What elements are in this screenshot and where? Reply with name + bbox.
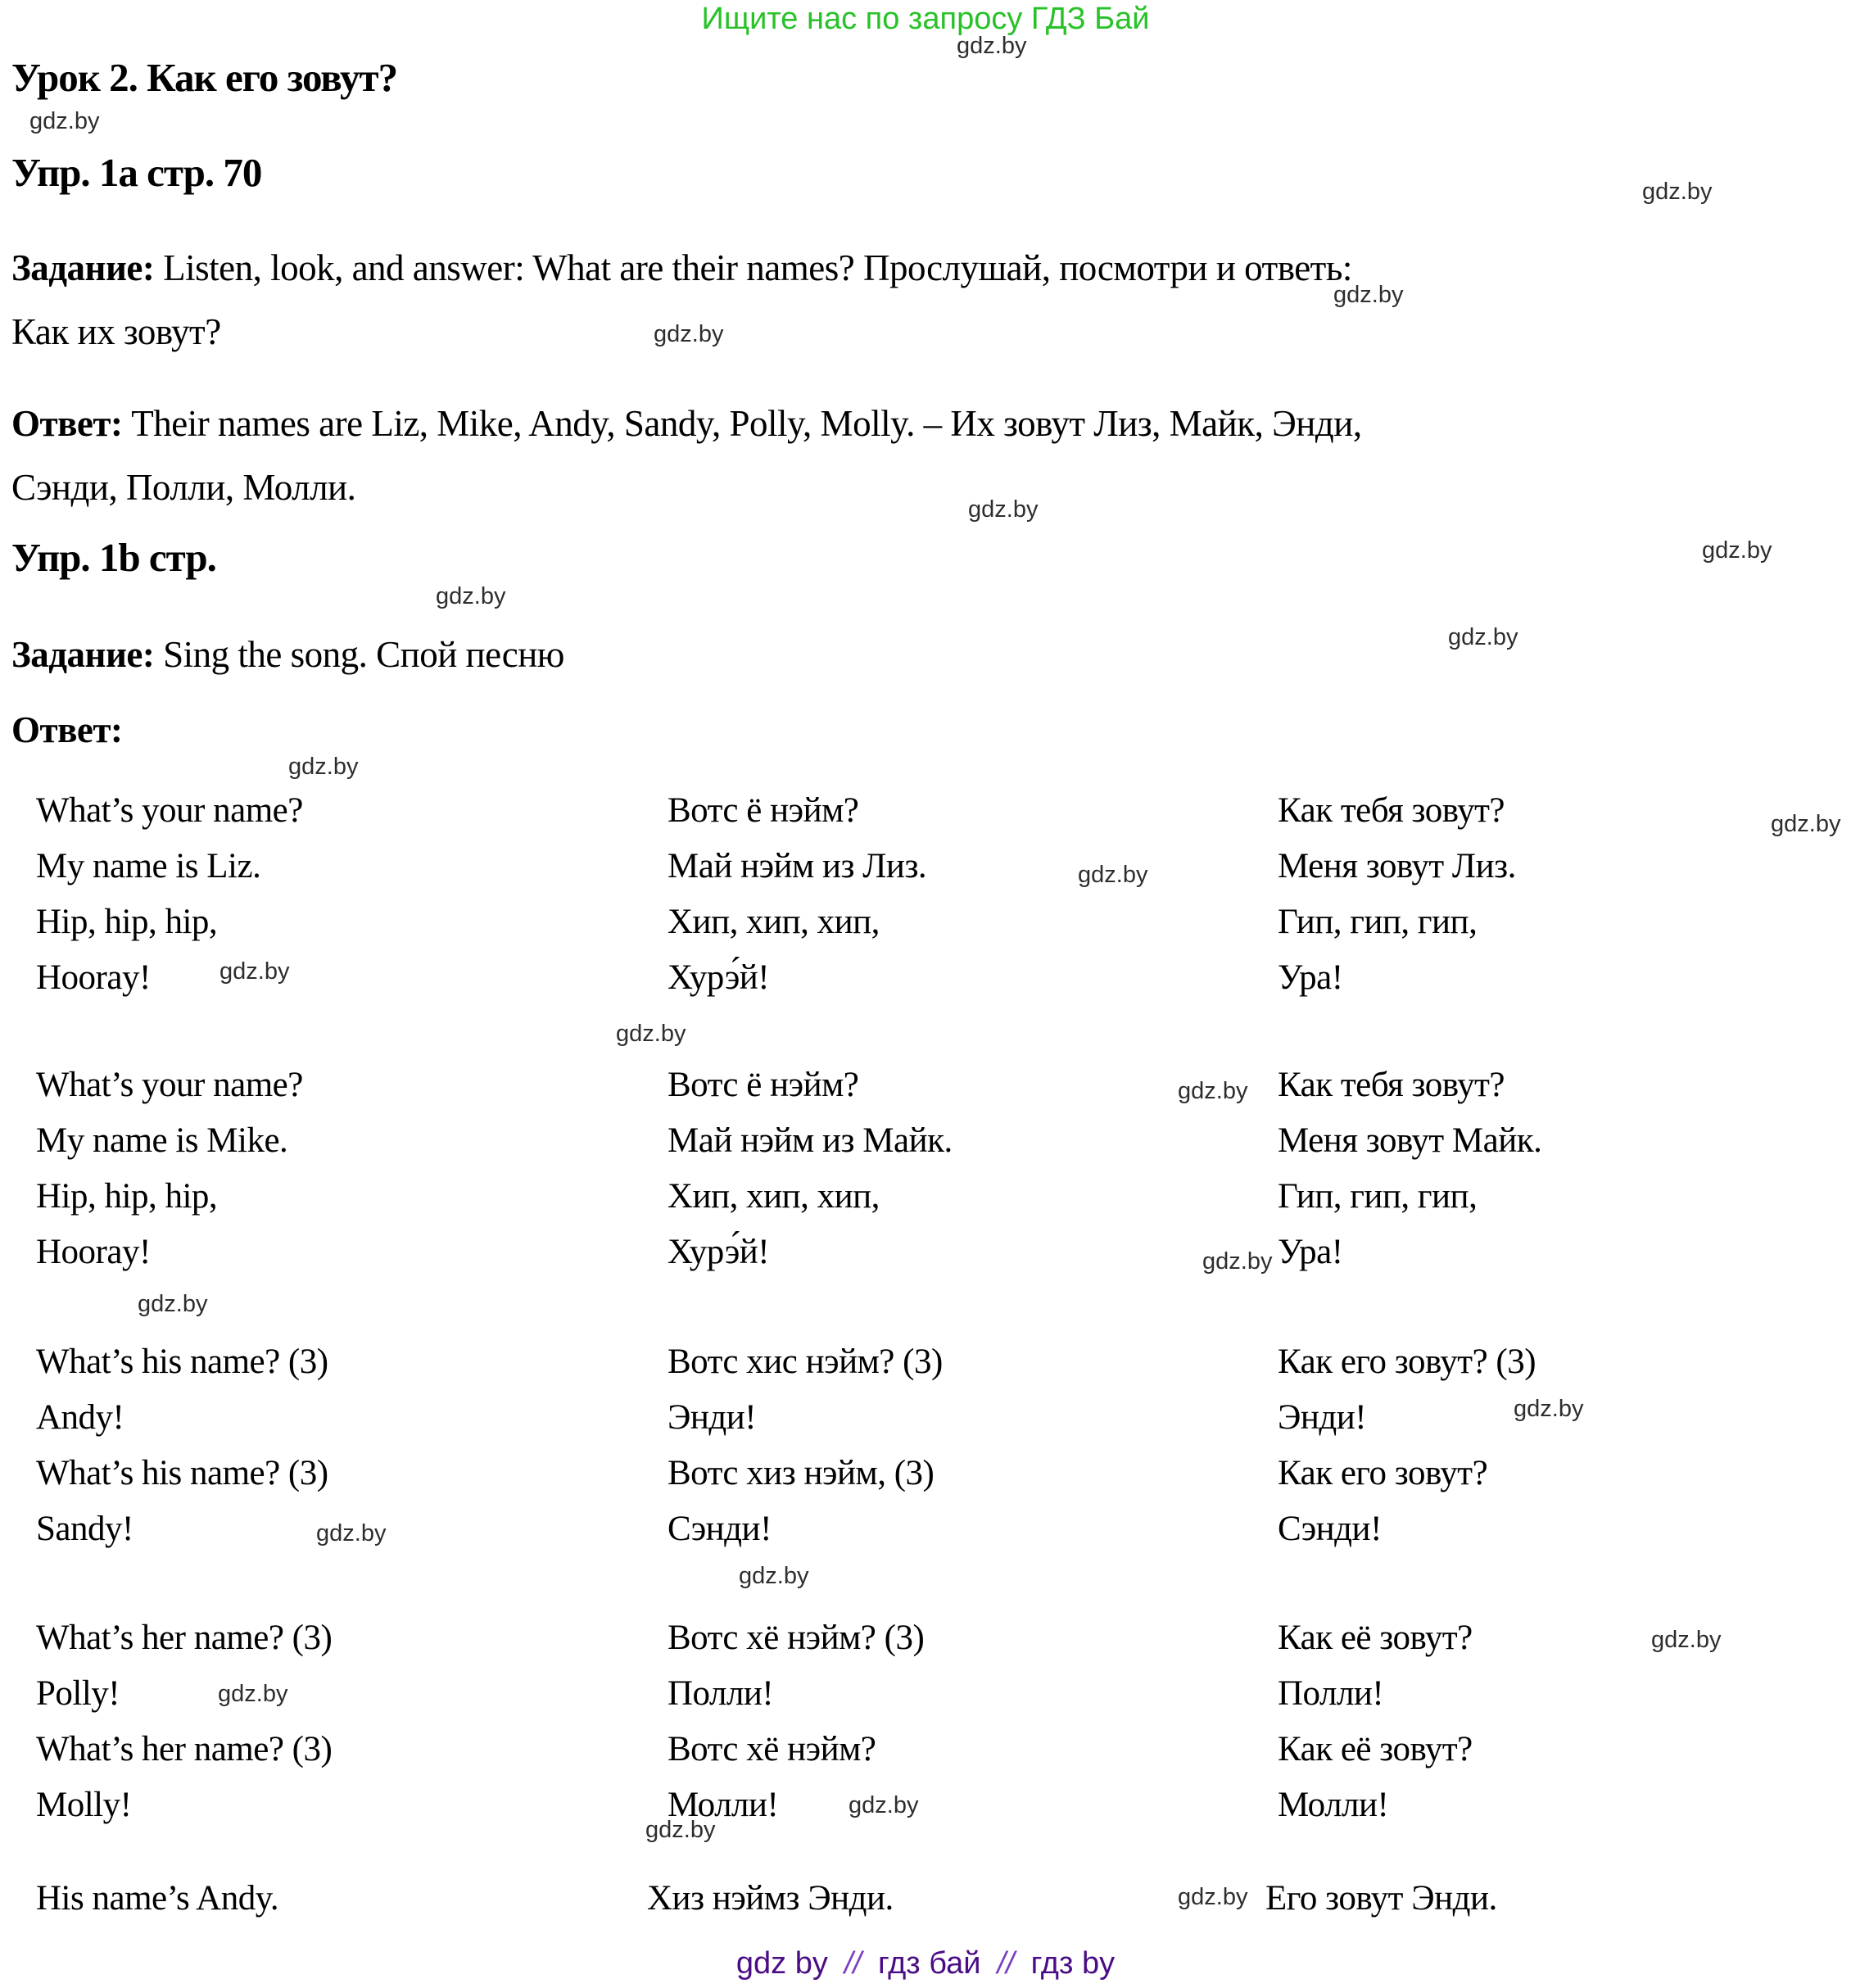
song-line: Молли! bbox=[1278, 1786, 1389, 1824]
stanza-2-translation bbox=[1278, 1065, 1541, 1288]
song-line: Сэнди! bbox=[1278, 1510, 1382, 1548]
song-line: Hooray! bbox=[36, 958, 151, 997]
gdz-watermark: gdz.by bbox=[436, 583, 506, 609]
answer-1a-line2: Сэнди, Полли, Молли. bbox=[11, 467, 356, 508]
answer-1a bbox=[11, 392, 1362, 519]
song-line: Molly! bbox=[36, 1786, 132, 1824]
stanza-4-translation bbox=[1278, 1618, 1473, 1841]
answer-1b-label: Ответ: bbox=[11, 709, 123, 750]
final-line-translation: Его зовут Энди. bbox=[1265, 1879, 1497, 1918]
gdz-watermark: gdz.by bbox=[1642, 179, 1713, 205]
song-line: Молли! bbox=[668, 1786, 779, 1824]
stanza-1-translation bbox=[1278, 790, 1516, 1013]
song-line: Сэнди! bbox=[668, 1510, 772, 1548]
gdz-watermark: gdz.by bbox=[1333, 282, 1404, 308]
gdz-watermark: gdz.by bbox=[218, 1681, 288, 1707]
task-1b-line bbox=[11, 623, 564, 686]
final-line-english: His name’s Andy. bbox=[36, 1879, 279, 1918]
footer-separator: // bbox=[997, 1946, 1015, 1981]
gdz-watermark: gdz.by bbox=[1702, 537, 1772, 564]
song-stanza-1 bbox=[0, 790, 1851, 1015]
song-line: Вотс хиз нэйм, (3) bbox=[668, 1454, 935, 1492]
stanza-3-transcription bbox=[668, 1342, 943, 1565]
gdz-watermark: gdz.by bbox=[645, 1817, 716, 1843]
answer-label: Ответ: bbox=[11, 403, 123, 444]
song-line: Polly! bbox=[36, 1674, 120, 1713]
gdz-watermark: gdz.by bbox=[29, 108, 100, 134]
song-line: What’s her name? (3) bbox=[36, 1730, 333, 1768]
stanza-3-english bbox=[36, 1342, 328, 1565]
stanza-3-translation bbox=[1278, 1342, 1536, 1565]
gdz-watermark: gdz.by bbox=[654, 321, 724, 347]
stanza-4-transcription bbox=[668, 1618, 924, 1841]
song-line: Хурэ́й! bbox=[668, 1233, 770, 1271]
song-line: Вотс ё нэйм? bbox=[668, 1066, 859, 1104]
stanza-4-english bbox=[36, 1618, 332, 1841]
song-line: Полли! bbox=[1278, 1674, 1384, 1713]
footer-text: gdz by bbox=[735, 1946, 828, 1981]
song-line: My name is Mike. bbox=[36, 1121, 288, 1160]
stanza-1-transcription bbox=[668, 790, 926, 1013]
task-1a-text: Listen, look, and answer: What are their names? Прослушай, посмотри и ответь: bbox=[154, 247, 1352, 288]
footer-text: гдз by bbox=[1030, 1946, 1116, 1981]
gdz-watermark: gdz.by bbox=[1178, 1884, 1248, 1910]
gdz-watermark: gdz.by bbox=[1202, 1248, 1273, 1275]
song-line: Вотс хис нэйм? (3) bbox=[668, 1343, 943, 1381]
gdz-watermark: gdz.by bbox=[316, 1520, 387, 1546]
exercise-1a-heading: Упр. 1а стр. 70 bbox=[11, 150, 262, 195]
song-line: Энди! bbox=[668, 1398, 757, 1437]
gdz-watermark: gdz.by bbox=[1514, 1396, 1584, 1422]
song-stanza-4 bbox=[0, 1618, 1851, 1842]
song-line: What’s her name? (3) bbox=[36, 1619, 333, 1657]
song-line: Ура! bbox=[1278, 958, 1343, 997]
answer-1a-text: Their names are Liz, Mike, Andy, Sandy, Polly, Molly. – Их зовут Лиз, Майк, Энди, bbox=[122, 403, 1362, 444]
exercise-1b-heading: Упр. 1b стр. bbox=[11, 535, 216, 580]
song-line: Май нэйм из Майк. bbox=[668, 1121, 953, 1160]
gdz-watermark: gdz.by bbox=[288, 754, 359, 780]
gdz-watermark: gdz.by bbox=[849, 1792, 919, 1818]
song-line: Hip, hip, hip, bbox=[36, 1177, 218, 1216]
song-line: Andy! bbox=[36, 1398, 124, 1437]
song-line: Гип, гип, гип, bbox=[1278, 903, 1478, 941]
song-line: Хурэ́й! bbox=[668, 958, 770, 997]
song-stanza-3 bbox=[0, 1342, 1851, 1566]
song-line: Как её зовут? bbox=[1278, 1619, 1473, 1657]
gdz-watermark: gdz.by bbox=[1771, 811, 1841, 837]
answer-1a-line1 bbox=[11, 392, 1362, 455]
song-line: Меня зовут Лиз. bbox=[1278, 847, 1516, 885]
song-line: What’s your name? bbox=[36, 791, 303, 830]
song-line: Вотс хё нэйм? bbox=[668, 1730, 876, 1768]
footer-text: гдз бай bbox=[877, 1946, 981, 1981]
gdz-watermark: gdz.by bbox=[1078, 862, 1148, 888]
song-line: Вотс ё нэйм? bbox=[668, 791, 859, 830]
gdz-watermark: gdz.by bbox=[138, 1291, 208, 1317]
song-final-line bbox=[0, 1878, 1851, 1936]
song-line: My name is Liz. bbox=[36, 847, 261, 885]
song-stanza-2 bbox=[0, 1065, 1851, 1289]
gdz-watermark: gdz.by bbox=[957, 33, 1027, 59]
song-line: Меня зовут Майк. bbox=[1278, 1121, 1542, 1160]
gdz-watermark: gdz.by bbox=[1651, 1627, 1722, 1653]
song-line: Sandy! bbox=[36, 1510, 134, 1548]
stanza-1-english bbox=[36, 790, 303, 1013]
promo-header: Ищите нас по запросу ГДЗ Бай bbox=[701, 2, 1150, 36]
site-footer bbox=[0, 1946, 1851, 1981]
song-line: What’s his name? (3) bbox=[36, 1454, 328, 1492]
song-line: Полли! bbox=[668, 1674, 774, 1713]
task-1a bbox=[11, 236, 1352, 364]
final-line-transcription: Хиз нэймз Энди. bbox=[647, 1879, 894, 1918]
song-line: Энди! bbox=[1278, 1398, 1367, 1437]
song-line: Ура! bbox=[1278, 1233, 1343, 1271]
song-line: Как тебя зовут? bbox=[1278, 1066, 1505, 1104]
gdz-watermark: gdz.by bbox=[968, 496, 1039, 523]
stanza-2-transcription bbox=[668, 1065, 953, 1288]
footer-separator: // bbox=[844, 1946, 862, 1981]
task-1a-line1 bbox=[11, 236, 1352, 300]
song-line: Hip, hip, hip, bbox=[36, 903, 218, 941]
page-title: Урок 2. Как его зовут? bbox=[11, 55, 398, 100]
song-line: Как его зовут? bbox=[1278, 1454, 1488, 1492]
song-line: Хип, хип, хип, bbox=[668, 1177, 880, 1216]
song-line: Вотс хё нэйм? (3) bbox=[668, 1619, 925, 1657]
gdz-watermark: gdz.by bbox=[1448, 624, 1518, 650]
gdz-watermark: gdz.by bbox=[739, 1563, 809, 1589]
song-line: What’s his name? (3) bbox=[36, 1343, 328, 1381]
song-line: Хип, хип, хип, bbox=[668, 903, 880, 941]
task-label: Задание: bbox=[11, 247, 155, 288]
song-line: Май нэйм из Лиз. bbox=[668, 847, 927, 885]
gdz-watermark: gdz.by bbox=[616, 1021, 686, 1047]
song-line: What’s your name? bbox=[36, 1066, 303, 1104]
task-1b bbox=[11, 623, 564, 686]
task-1a-line2: Как их зовут? bbox=[11, 311, 221, 352]
gdz-watermark: gdz.by bbox=[1178, 1078, 1248, 1104]
song-line: Как его зовут? (3) bbox=[1278, 1343, 1536, 1381]
song-line: Гип, гип, гип, bbox=[1278, 1177, 1478, 1216]
gdz-watermark: gdz.by bbox=[219, 958, 290, 985]
task-label: Задание: bbox=[11, 634, 155, 675]
stanza-2-english bbox=[36, 1065, 303, 1288]
song-line: Как тебя зовут? bbox=[1278, 791, 1505, 830]
task-1b-text: Sing the song. Спой песню bbox=[154, 634, 564, 675]
song-line: Hooray! bbox=[36, 1233, 151, 1271]
song-line: Как её зовут? bbox=[1278, 1730, 1473, 1768]
